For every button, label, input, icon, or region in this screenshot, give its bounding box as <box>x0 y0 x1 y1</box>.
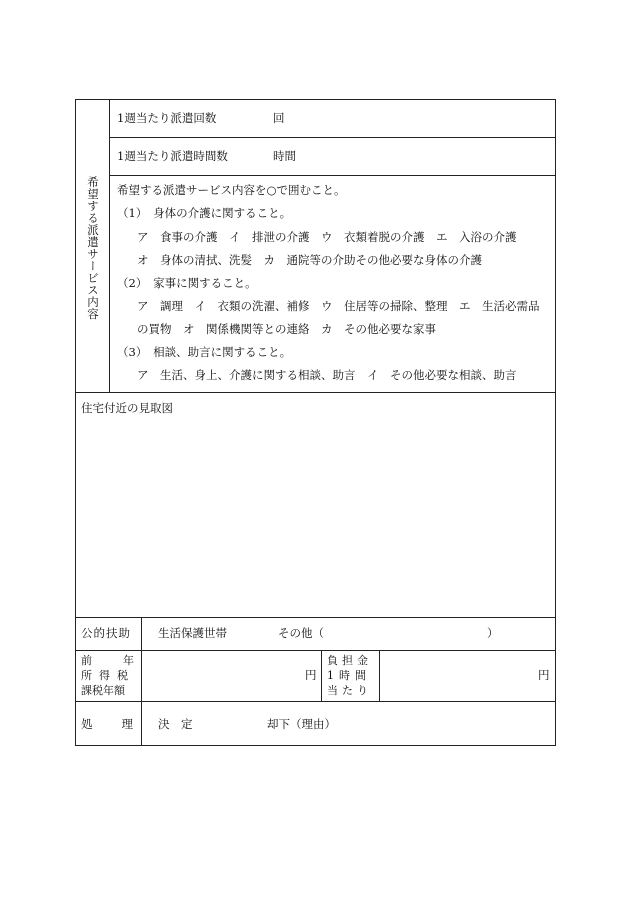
section3-title: （3） 相談、助言に関すること。 <box>117 345 292 359</box>
map-label: 住宅付近の見取図 <box>81 401 173 415</box>
burden-label-line3: 当たり <box>327 684 372 697</box>
burden-label-right-divider <box>379 650 380 701</box>
section3-line1: ア 生活、身上、介護に関する相談、助言 イ その他必要な相談、助言 <box>137 368 517 382</box>
section1-title: （1） 身体の介護に関すること。 <box>117 206 292 220</box>
aid-option-welfare: 生活保護世帯 <box>158 626 227 640</box>
weekly-count-unit: 回 <box>273 111 285 125</box>
burden-unit: 円 <box>538 668 550 682</box>
section2-title: （2） 家事に関すること。 <box>117 276 257 290</box>
service-side-label: 希望する派遣サービス内容 <box>86 176 100 320</box>
burden-label-line1: 負担金 <box>327 654 372 667</box>
tax-label-line1: 前 年 <box>81 654 137 667</box>
tax-label-line3: 課税年額 <box>81 684 125 697</box>
processing-label: 処 理 <box>81 717 135 731</box>
burden-label-line2: 1時間 <box>327 669 371 682</box>
rule-after-service <box>75 392 556 393</box>
rule-after-weekly-hours <box>109 175 556 176</box>
rule-after-aid <box>75 650 556 651</box>
section1-line1: ア 食事の介護 イ 排泄の介護 ウ 衣類着脱の介護 エ 入浴の介護 <box>137 230 517 244</box>
aid-option-other-close: ） <box>487 626 499 640</box>
section2-line2: の買物 オ 関係機関等との連絡 カ その他必要な家事 <box>137 322 436 336</box>
section1-line2: オ 身体の清拭、洗髪 カ 通院等の介助その他必要な身体の介護 <box>137 253 482 267</box>
section2-line1: ア 調理 イ 衣類の洗濯、補修 ウ 住居等の掃除、整理 エ 生活必需品 <box>137 299 540 313</box>
burden-label-left-divider <box>321 650 322 701</box>
service-instruction: 希望する派遣サービス内容を○で囲むこと。 <box>117 183 346 197</box>
processing-decision: 決 定 <box>158 717 193 731</box>
weekly-hours-unit: 時間 <box>273 149 296 163</box>
tax-label-line2: 所得税 <box>81 669 135 682</box>
rule-after-weekly-count <box>109 137 556 138</box>
weekly-count-label: 1週当たり派遣回数 <box>117 111 217 125</box>
aid-option-other: その他（ <box>278 626 324 640</box>
service-label-divider <box>109 99 110 392</box>
aid-label: 公的扶助 <box>81 626 131 640</box>
rule-after-tax <box>75 701 556 702</box>
rule-after-map <box>75 617 556 618</box>
aid-label-divider <box>141 617 142 746</box>
processing-rejection: 却下（理由） <box>267 717 336 731</box>
tax-unit: 円 <box>305 668 317 682</box>
weekly-hours-label: 1週当たり派遣時間数 <box>117 149 228 163</box>
